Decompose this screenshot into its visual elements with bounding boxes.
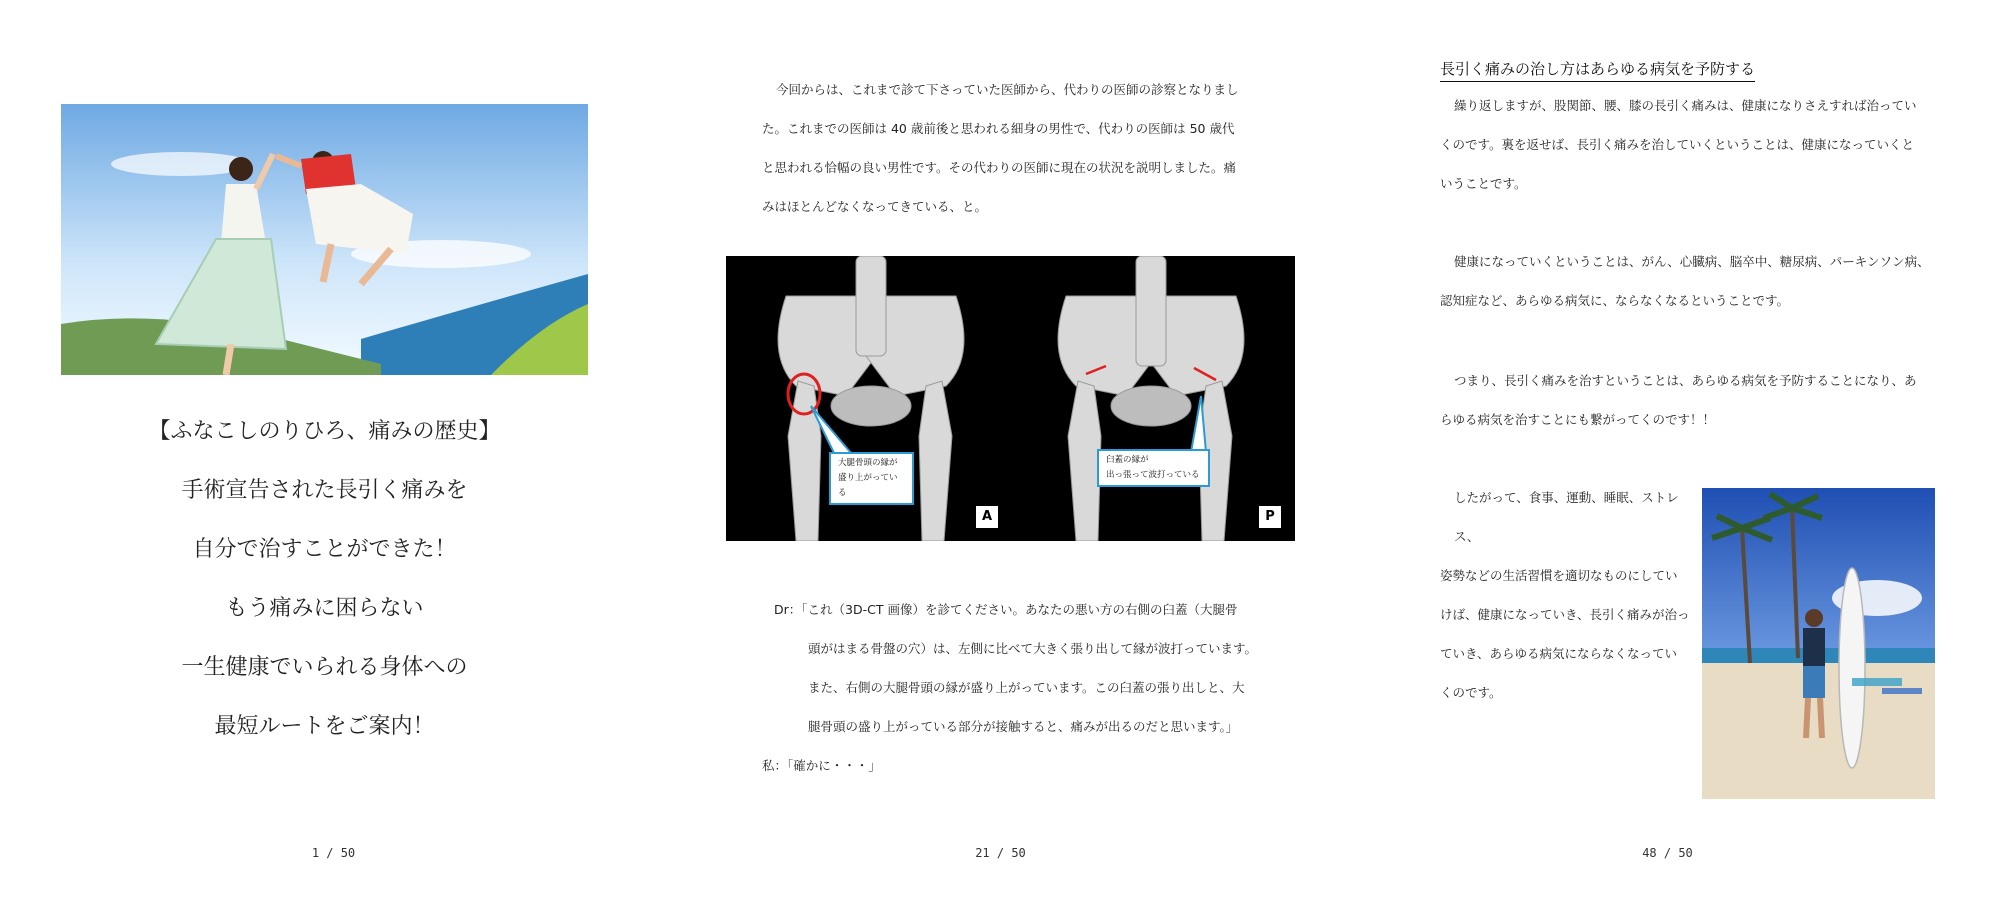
title-line: 手術宣告された長引く痛みを <box>181 478 468 503</box>
page-48 <box>1334 0 2001 910</box>
text-line: したがって、食事、運動、睡眠、ストレス、 <box>1454 490 1679 544</box>
intro-paragraph <box>762 70 1252 226</box>
page-number: 1 / 50 <box>311 846 356 860</box>
text-line: らゆる病気を治すことにも繋がってくのです！！ <box>1440 412 1716 427</box>
page-number: 48 / 50 <box>1642 846 1693 860</box>
dialog-line: 頭がはまる骨盤の穴）は、左側に比べて大きく張り出して縁が波打っています。 <box>808 641 1258 656</box>
text-line: くのです。 <box>1440 685 1502 700</box>
callout-line: 大腿骨頭の縁が <box>838 458 898 468</box>
text-line: 今回からは、これまで診て下さっていた医師から、代わりの医師の診察となりまし <box>776 82 1239 97</box>
title-line: 最短ルートをご案内！ <box>214 714 435 739</box>
book-title-block <box>61 402 588 756</box>
dialog-line: 腿骨頭の盛り上がっている部分が接触すると、痛みが出るのだと思います。」 <box>808 719 1239 734</box>
dialog-line: Dr：「これ（3D-CT 画像）を診てください。あなたの悪い方の右側の臼蓋（大腿骨 <box>774 602 1238 617</box>
text-line: みはほとんどなくなってきている、と。 <box>762 199 988 214</box>
callout-line: 臼蓋の縁が <box>1106 455 1149 465</box>
page-1 <box>0 0 667 910</box>
ct-scan-figure <box>726 256 1295 541</box>
view-tag-p: P <box>1259 506 1281 528</box>
paragraph <box>1440 361 1938 439</box>
text-line: た。これまでの医師は 40 歳前後と思われる細身の男性で、代わりの医師は 50 歳代 <box>762 121 1235 136</box>
callout-femoral-head <box>829 452 914 505</box>
callout-acetabulum <box>1097 449 1210 487</box>
surfboard-beach-photo <box>1702 488 1935 799</box>
text-line: くのです。裏を返せば、長引く痛みを治していくということは、健康になっていくと <box>1440 137 1915 152</box>
dialog-block <box>762 590 1299 785</box>
text-line: いうことです。 <box>1440 176 1527 191</box>
title-line: もう痛みに困らない <box>225 596 424 621</box>
paragraph <box>1440 86 1938 203</box>
dialog-line: また、右側の大腿骨頭の縁が盛り上がっています。この臼蓋の張り出しと、大 <box>808 680 1245 695</box>
title-line: 自分で治すことができた！ <box>192 537 457 562</box>
text-line: 認知症など、あらゆる病気に、ならなくなるということです。 <box>1440 293 1790 308</box>
view-tag-a: A <box>976 506 998 528</box>
dialog-line: 私：「確かに・・・」 <box>762 758 881 773</box>
title-line: 【ふなこしのりひろ、痛みの歴史】 <box>148 419 501 444</box>
section-heading: 長引く痛みの治し方はあらゆる病気を予防する <box>1440 58 1755 82</box>
text-line: 繰り返しますが、股関節、腰、膝の長引く痛みは、健康になりさえすれば治ってい <box>1454 98 1917 113</box>
text-line: ていき、あらゆる病気にならなくなってい <box>1440 646 1678 661</box>
page-21 <box>667 0 1334 910</box>
text-line: つまり、長引く痛みを治すということは、あらゆる病気を予防することになり、あ <box>1454 373 1917 388</box>
text-line: と思われる恰幅の良い男性です。その代わりの医師に現在の状況を説明しました。痛 <box>762 160 1237 175</box>
beach-jump-photo <box>61 104 588 375</box>
paragraph <box>1440 242 1938 320</box>
title-line: 一生健康でいられる身体への <box>181 655 468 680</box>
text-line: けば、健康になっていき、長引く痛みが治っ <box>1440 607 1690 622</box>
text-line: 姿勢などの生活習慣を適切なものにしてい <box>1440 568 1678 583</box>
callout-line: 出っ張って波打っている <box>1106 470 1200 480</box>
paragraph <box>1440 478 1698 712</box>
callout-line: 盛り上がっている <box>838 473 898 498</box>
page-number: 21 / 50 <box>975 846 1026 860</box>
text-line: 健康になっていくということは、がん、心臓病、脳卒中、糖尿病、パーキンソン病、 <box>1454 254 1930 269</box>
